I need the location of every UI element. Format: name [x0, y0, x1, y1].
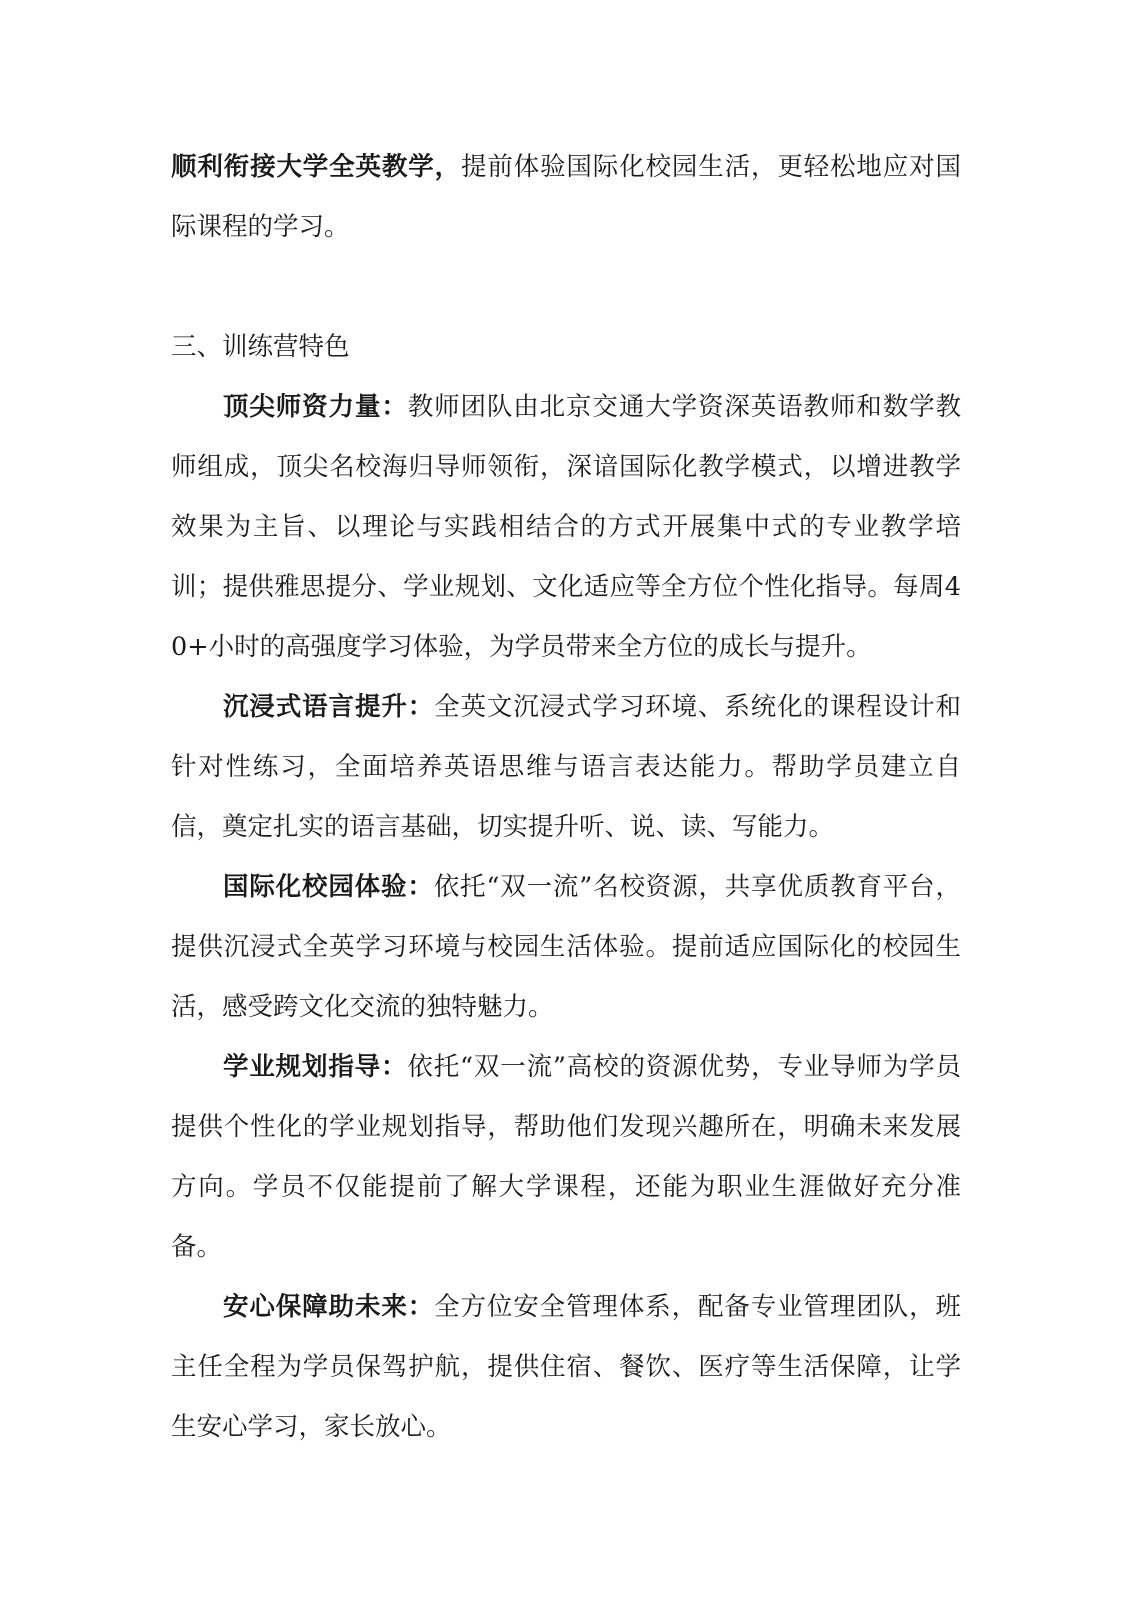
- feature-paragraph-planning: [171, 1037, 961, 1277]
- feature-title: 沉浸式语言提升：: [223, 692, 435, 722]
- feature-title: 国际化校园体验：: [223, 872, 434, 902]
- feature-text: 教师团队由北京交通大学资深英语教师和数学教师组成，顶尖名校海归导师领衔，深谙国际化教学模式，以增进教学效果为主旨、以理论与实践相结合的方式开展集中式的专业教学培训；提供雅思提分、学业规划、文化适应等全方位个性化指导。每周40+小时的高强度学习体验，为学员带来全方位的成长与提升。: [171, 392, 961, 662]
- feature-title: 安心保障助未来：: [223, 1292, 435, 1322]
- document-body: [171, 137, 961, 1457]
- feature-title: 学业规划指导：: [223, 1052, 408, 1082]
- feature-text: 依托“双一流”高校的资源优势，专业导师为学员提供个性化的学业规划指导，帮助他们发现兴趣所在，明确未来发展方向。学员不仅能提前了解大学课程，还能为职业生涯做好充分准备。: [171, 1052, 961, 1262]
- feature-text: 全英文沉浸式学习环境、系统化的课程设计和针对性练习，全面培养英语思维与语言表达能力。帮助学员建立自信，奠定扎实的语言基础，切实提升听、说、读、写能力。: [171, 692, 961, 842]
- feature-paragraph-safety: [171, 1277, 961, 1457]
- feature-text: 依托“双一流”名校资源，共享优质教育平台，提供沉浸式全英学习环境与校园生活体验。提前适应国际化的校园生活，感受跨文化交流的独特魅力。: [171, 872, 961, 1022]
- feature-paragraph-faculty: [171, 377, 961, 677]
- intro-bold-text: 顺利衔接大学全英教学，: [171, 152, 461, 182]
- feature-title: 顶尖师资力量：: [223, 392, 408, 422]
- feature-text: 全方位安全管理体系，配备专业管理团队，班主任全程为学员保驾护航，提供住宿、餐饮、医疗等生活保障，让学生安心学习，家长放心。: [171, 1292, 961, 1442]
- feature-paragraph-language: [171, 677, 961, 857]
- section-heading: 三、训练营特色: [171, 332, 350, 362]
- intro-paragraph: [171, 137, 961, 257]
- intro-text: 提前体验国际化校园生活，更轻松地应对国际课程的学习。: [171, 152, 961, 242]
- feature-paragraph-campus: [171, 857, 961, 1037]
